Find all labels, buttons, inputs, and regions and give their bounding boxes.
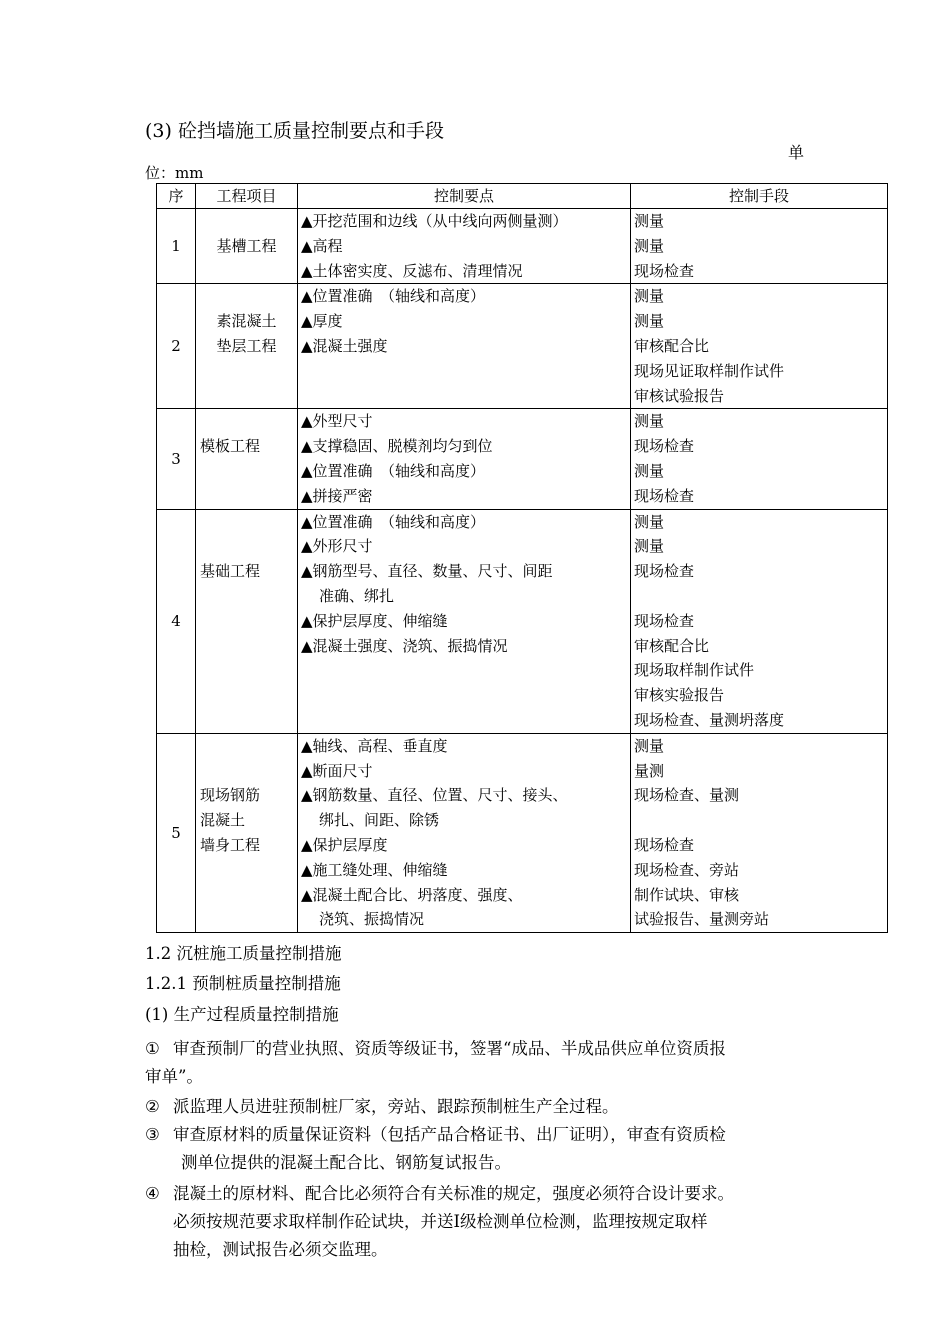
point-item: ▲混凝土强度 xyxy=(301,336,388,355)
means-item: 测量 xyxy=(634,236,665,255)
header-control-means: 控制手段 xyxy=(631,184,888,209)
means-item: 测量 xyxy=(634,512,665,531)
means-item: 现场检查、旁站 xyxy=(634,860,740,879)
row-project xyxy=(196,733,298,932)
project-line: 模板工程 xyxy=(200,437,261,456)
item-text: 审查原材料的质量保证资料（包括产品合格证书、出厂证明），审查有资质检 xyxy=(173,1125,726,1144)
unit-label-part2: 位：mm xyxy=(145,164,204,182)
point-item: ▲位置准确 （轴线和高度） xyxy=(301,512,486,531)
point-item-continued: 浇筑、振捣情况 xyxy=(319,910,425,929)
means-item: 审核试验报告 xyxy=(634,386,725,405)
project-line: 混凝土 xyxy=(200,811,246,830)
item-text-continued: 抽检，测试报告必须交监理。 xyxy=(173,1240,388,1259)
means-item: 测量 xyxy=(634,736,665,755)
means-item: 现场检查 xyxy=(634,835,695,854)
means-item: 现场取样制作试件 xyxy=(634,661,755,680)
table-row xyxy=(157,209,888,284)
means-item: 现场检查 xyxy=(634,611,695,630)
item-text: 派监理人员进驻预制桩厂家，旁站、跟踪预制桩生产全过程。 xyxy=(173,1097,619,1116)
list-item xyxy=(145,1035,815,1091)
means-item: 制作试块、审核 xyxy=(634,885,740,904)
means-item: 测量 xyxy=(634,212,665,230)
row-seq: 4 xyxy=(157,509,196,733)
point-item: ▲位置准确 （轴线和高度） xyxy=(301,287,486,306)
means-item: 现场检查、量测 xyxy=(634,786,740,805)
table-row xyxy=(157,409,888,509)
row-project xyxy=(196,284,298,409)
row-project xyxy=(196,409,298,509)
row-seq: 3 xyxy=(157,409,196,509)
point-item: ▲支撑稳固、脱模剂均匀到位 xyxy=(301,437,493,456)
quality-control-table xyxy=(156,183,888,933)
point-item: ▲保护层厚度、伸缩缝 xyxy=(301,611,448,630)
project-line: 基槽工程 xyxy=(216,236,277,255)
point-item: ▲土体密实度、反滤布、清理情况 xyxy=(301,261,523,280)
row-means xyxy=(631,284,888,409)
means-item: 测量 xyxy=(634,412,665,431)
section-1-2-heading: 1.2 沉桩施工质量控制措施 xyxy=(145,944,342,963)
means-item: 测量 xyxy=(634,287,665,306)
means-item: 测量 xyxy=(634,537,665,556)
row-points xyxy=(298,733,631,932)
means-item: 现场检查 xyxy=(634,562,695,581)
item-text: 审查预制厂的营业执照、资质等级证书，签署“成品、半成品供应单位资质报 xyxy=(173,1039,726,1058)
means-item: 试验报告、量测旁站 xyxy=(634,910,770,929)
item-number: ① xyxy=(145,1039,160,1058)
point-item: ▲外型尺寸 xyxy=(301,412,373,431)
item-number: ④ xyxy=(145,1184,160,1203)
project-line: 现场钢筋 xyxy=(200,786,261,805)
item-text-continued: 审单”。 xyxy=(145,1067,203,1086)
row-project xyxy=(196,209,298,284)
point-item: ▲厚度 xyxy=(301,312,343,331)
item-text-continued: 测单位提供的混凝土配合比、钢筋复试报告。 xyxy=(181,1153,511,1172)
header-seq: 序 xyxy=(157,184,196,209)
point-item: ▲混凝土配合比、坍落度、强度、 xyxy=(301,885,523,904)
means-item: 现场检查 xyxy=(634,437,695,456)
row-points xyxy=(298,509,631,733)
point-item: ▲高程 xyxy=(301,236,343,255)
project-line: 墙身工程 xyxy=(200,835,261,854)
table-row xyxy=(157,733,888,932)
means-item: 现场见证取样制作试件 xyxy=(634,361,785,380)
unit-label-part1: 单 xyxy=(788,143,805,162)
list-item xyxy=(145,1121,815,1177)
point-item-continued: 准确、绑扎 xyxy=(319,586,395,605)
row-project xyxy=(196,509,298,733)
point-item: ▲开挖范围和边线（从中线向两侧量测） xyxy=(301,212,568,230)
header-control-points: 控制要点 xyxy=(298,184,631,209)
point-item: ▲断面尺寸 xyxy=(301,761,373,780)
list-item xyxy=(145,1180,815,1264)
means-item: 审核实验报告 xyxy=(634,686,725,705)
means-item: 量测 xyxy=(634,761,665,780)
project-line: 基础工程 xyxy=(200,562,261,581)
means-item: 审核配合比 xyxy=(634,336,710,355)
row-seq: 5 xyxy=(157,733,196,932)
table-row xyxy=(157,284,888,409)
point-item: ▲拼接严密 xyxy=(301,486,373,505)
row-seq: 1 xyxy=(157,209,196,284)
section-1-heading: (1) 生产过程质量控制措施 xyxy=(145,1005,339,1024)
point-item: ▲钢筋型号、直径、数量、尺寸、间距 xyxy=(301,562,553,581)
row-means xyxy=(631,509,888,733)
means-item: 测量 xyxy=(634,312,665,331)
means-item: 现场检查 xyxy=(634,261,695,280)
row-means xyxy=(631,409,888,509)
table-header-row xyxy=(157,184,888,209)
means-item: 现场检查 xyxy=(634,486,695,505)
item-number: ② xyxy=(145,1097,160,1116)
point-item: ▲位置准确 （轴线和高度） xyxy=(301,461,486,480)
list-item xyxy=(145,1093,815,1121)
point-item: ▲混凝土强度、浇筑、振捣情况 xyxy=(301,636,508,655)
item-text-continued: 必须按规范要求取样制作砼试块，并送Ⅰ级检测单位检测，监理按规定取样 xyxy=(173,1212,708,1231)
section-1-2-1-heading: 1.2.1 预制桩质量控制措施 xyxy=(145,974,341,993)
row-seq: 2 xyxy=(157,284,196,409)
point-item: ▲外形尺寸 xyxy=(301,537,373,556)
point-item: ▲轴线、高程、垂直度 xyxy=(301,736,448,755)
project-line: 垫层工程 xyxy=(216,336,277,355)
table-row xyxy=(157,509,888,733)
point-item: ▲施工缝处理、伸缩缝 xyxy=(301,860,448,879)
point-item: ▲保护层厚度 xyxy=(301,835,388,854)
row-means xyxy=(631,209,888,284)
item-text: 混凝土的原材料、配合比必须符合有关标准的规定，强度必须符合设计要求。 xyxy=(173,1184,734,1203)
section-heading: (3) 砼挡墙施工质量控制要点和手段 xyxy=(145,120,444,142)
point-item: ▲钢筋数量、直径、位置、尺寸、接头、 xyxy=(301,786,568,805)
row-points xyxy=(298,209,631,284)
means-item: 审核配合比 xyxy=(634,636,710,655)
header-project: 工程项目 xyxy=(196,184,298,209)
row-means xyxy=(631,733,888,932)
row-points xyxy=(298,409,631,509)
point-item-continued: 绑扎、间距、除锈 xyxy=(319,811,440,830)
item-number: ③ xyxy=(145,1125,160,1144)
means-item: 现场检查、量测坍落度 xyxy=(634,710,785,729)
project-line: 素混凝土 xyxy=(216,312,277,331)
row-points xyxy=(298,284,631,409)
means-item: 测量 xyxy=(634,461,665,480)
